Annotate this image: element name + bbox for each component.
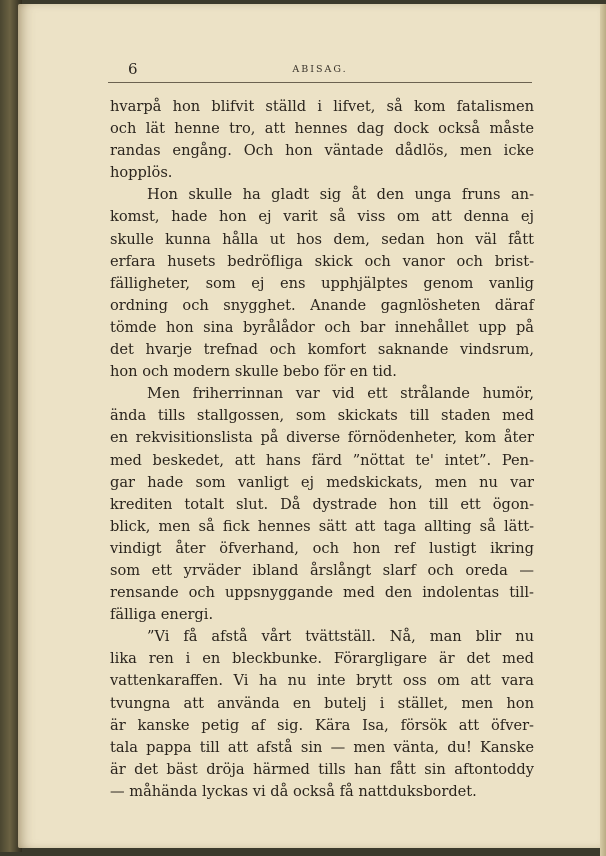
page-number: 6 (128, 60, 138, 78)
text-line: vindigt åter öfverhand, och hon ref lustigt ikring (110, 539, 534, 557)
text-line: gar hade som vanligt ej medskickats, men nu var (110, 473, 534, 491)
text-line: randas engång. Och hon väntade dådlös, men icke (110, 142, 534, 160)
text-line: ”Vi få afstå vårt tvättställ. Nå, man blir nu (147, 628, 534, 646)
text-line: tala pappa till att afstå sin — men vänta, du! Kanske (110, 738, 534, 756)
text-line: — måhända lyckas vi då också få nattduksbordet. (110, 782, 477, 800)
text-line: vattenkaraffen. Vi ha nu inte brytt oss om att vara (110, 672, 534, 690)
text-line: en rekvisitionslista på diverse förnödenheter, kom åter (110, 429, 534, 447)
text-line: ända tills stallgossen, som skickats till staden med (110, 407, 534, 425)
text-line: tvungna att använda en butelj i stället, men hon (110, 694, 534, 712)
text-line: fälliga energi. (110, 606, 214, 624)
text-line: hon och modern skulle bebo för en tid. (110, 363, 397, 381)
text-line: och lät henne tro, att hennes dag dock också måste (110, 120, 534, 138)
text-line: lika ren i en bleckbunke. Förargligare är det med (110, 650, 534, 668)
page-edge (600, 4, 606, 856)
text-line: med beskedet, att hans färd ”nöttat te' intet”. Pen- (110, 451, 534, 469)
page-header (108, 58, 532, 83)
text-line: är det bäst dröja härmed tills han fått sin aftontoddy (110, 760, 534, 778)
text-line: det hvarje trefnad och komfort saknande vindsrum, (110, 341, 534, 359)
text-line: är kanske petig af sig. Kära Isa, försök att öfver- (110, 716, 534, 734)
text-line: ordning och snygghet. Anande gagnlösheten däraf (110, 296, 534, 314)
text-line: skulle kunna hålla ut hos dem, sedan hon väl fått (110, 230, 534, 248)
text-line: hvarpå hon blifvit ställd i lifvet, så kom fatalismen (110, 98, 534, 115)
text-line: fälligheter, som ej ens upphjälptes genom vanlig (110, 274, 534, 292)
text-line: tömde hon sina byrålådor och bar innehållet upp på (110, 318, 534, 336)
running-title: ABISAG. (292, 64, 348, 75)
text-line: komst, hade hon ej varit så viss om att denna ej (110, 208, 534, 226)
text-line: erfara husets bedröfliga skick och vanor och brist- (110, 252, 534, 270)
text-line: hopplös. (110, 164, 173, 182)
text-line: Men friherrinnan var vid ett strålande humör, (147, 385, 534, 403)
text-line: blick, men så fick hennes sätt att taga allting så lätt- (110, 517, 534, 535)
text-line: som ett yrväder ibland årslångt slarf och oreda — (110, 561, 534, 579)
text-line: Hon skulle ha gladt sig åt den unga fruns an- (147, 186, 534, 204)
text-line: rensande och uppsnyggande med den indolentas till- (110, 584, 534, 602)
text-line: krediten totalt slut. Då dystrade hon till ett ögon- (110, 495, 534, 513)
body-text (110, 96, 534, 803)
